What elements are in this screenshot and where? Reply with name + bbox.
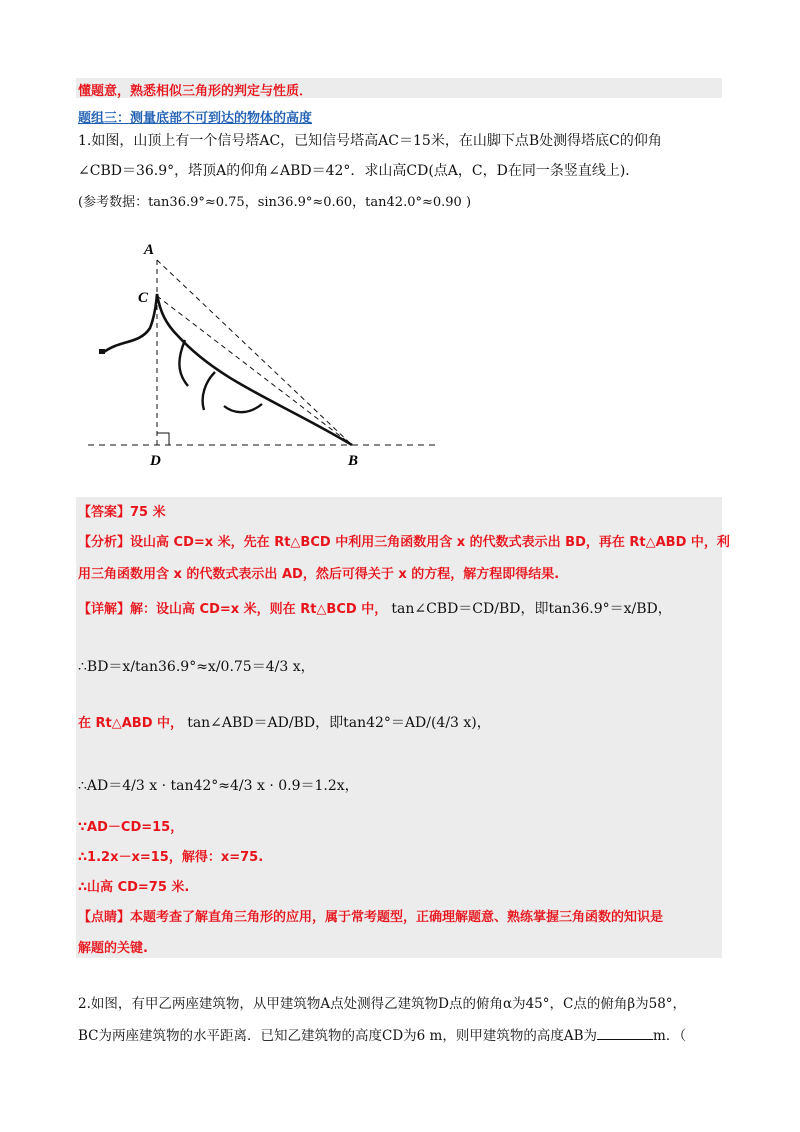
answer-tag: 【答案】: [78, 505, 131, 520]
equation-3-prefix: 在 Rt△ABD 中，: [78, 716, 184, 731]
step-1: ∵AD－CD=15，: [78, 820, 184, 835]
mountain-ridge-2: [203, 372, 215, 410]
sight-line-ab: [157, 260, 352, 445]
q2-line1: 2.如图，有甲乙两座建筑物，从甲建筑物A点处测得乙建筑物D点的俯角α为45°，C点的俯角β为58°，: [78, 996, 687, 1012]
analysis-line2: 用三角函数用含 x 的代数式表示出 AD，然后可得关于 x 的方程，解方程即得结果.: [78, 567, 560, 582]
detail-intro: 解：设山高 CD=x 米，则在 Rt△BCD 中，: [130, 602, 388, 617]
equation-3: tan∠ABD＝AD/BD，即tan42°＝AD/(4/3 x)，: [187, 715, 491, 731]
label-a: A: [144, 242, 155, 258]
q2-line2: [78, 1024, 686, 1044]
analysis-tag: 【分析】: [78, 535, 131, 550]
equation-1: tan∠CBD＝CD/BD，即tan36.9°＝x/BD，: [391, 601, 672, 617]
section-title: 题组三：测量底部不可到达的物体的高度: [78, 111, 313, 126]
detail-line1: [78, 598, 672, 618]
label-b: B: [348, 453, 359, 469]
equation-2: ∴BD＝x/tan36.9°≈x/0.75＝4/3 x，: [78, 659, 315, 675]
comment-line2: 解题的关键.: [78, 941, 148, 956]
q1-line1: 1.如图，山顶上有一个信号塔AC，已知信号塔高AC＝15米，在山脚下点B处测得塔底C的仰角: [78, 133, 662, 149]
comment-tag: 【点睛】: [78, 910, 131, 925]
label-d: D: [150, 453, 161, 469]
top-note: 懂题意，熟悉相似三角形的判定与性质．: [78, 84, 313, 99]
equation-3-line: [78, 712, 491, 732]
comment-line1: [78, 906, 663, 925]
q1-line2: ∠CBD＝36.9°，塔顶A的仰角∠ABD＝42°．求山高CD(点A，C，D在同一条竖直线上)．: [78, 163, 640, 179]
q2-line2-text: BC为两座建筑物的水平距离．已知乙建筑物的高度CD为6 m，则甲建筑物的高度AB为: [78, 1028, 598, 1044]
right-angle-mark: [157, 433, 169, 445]
mountain-left-end: [99, 349, 105, 354]
equation-4: ∴AD＝4/3 x · tan42°≈4/3 x · 0.9＝1.2x，: [78, 778, 359, 794]
q2-line2-tail: m．（: [653, 1028, 687, 1044]
analysis-text-1: 设山高 CD=x 米，先在 Rt△BCD 中利用三角函数用含 x 的代数式表示出 BD，再在 Rt△ABD 中，利: [130, 535, 730, 550]
sight-line-cb: [157, 296, 352, 445]
label-c: C: [138, 290, 149, 306]
mountain-tower-figure: [80, 232, 450, 472]
mountain-ridge-3: [224, 404, 262, 412]
mountain-ridge-1: [179, 340, 188, 386]
answer-value: 75 米: [130, 505, 166, 520]
q1-reference-data: (参考数据：tan36.9°≈0.75，sin36.9°≈0.60，tan42.0°≈0.90 ): [78, 195, 472, 210]
answer-blank[interactable]: [597, 1027, 653, 1040]
analysis-line1: [78, 531, 730, 550]
detail-tag: 【详解】: [78, 602, 131, 617]
step-3: ∴山高 CD=75 米.: [78, 880, 190, 895]
step-2: ∴1.2x－x=15，解得：x=75.: [78, 850, 264, 865]
mountain-outline: [104, 294, 352, 445]
comment-text-1: 本题考查了解直角三角形的应用，属于常考题型，正确理解题意、熟练掌握三角函数的知识是: [130, 910, 664, 925]
answer-line: [78, 501, 166, 520]
